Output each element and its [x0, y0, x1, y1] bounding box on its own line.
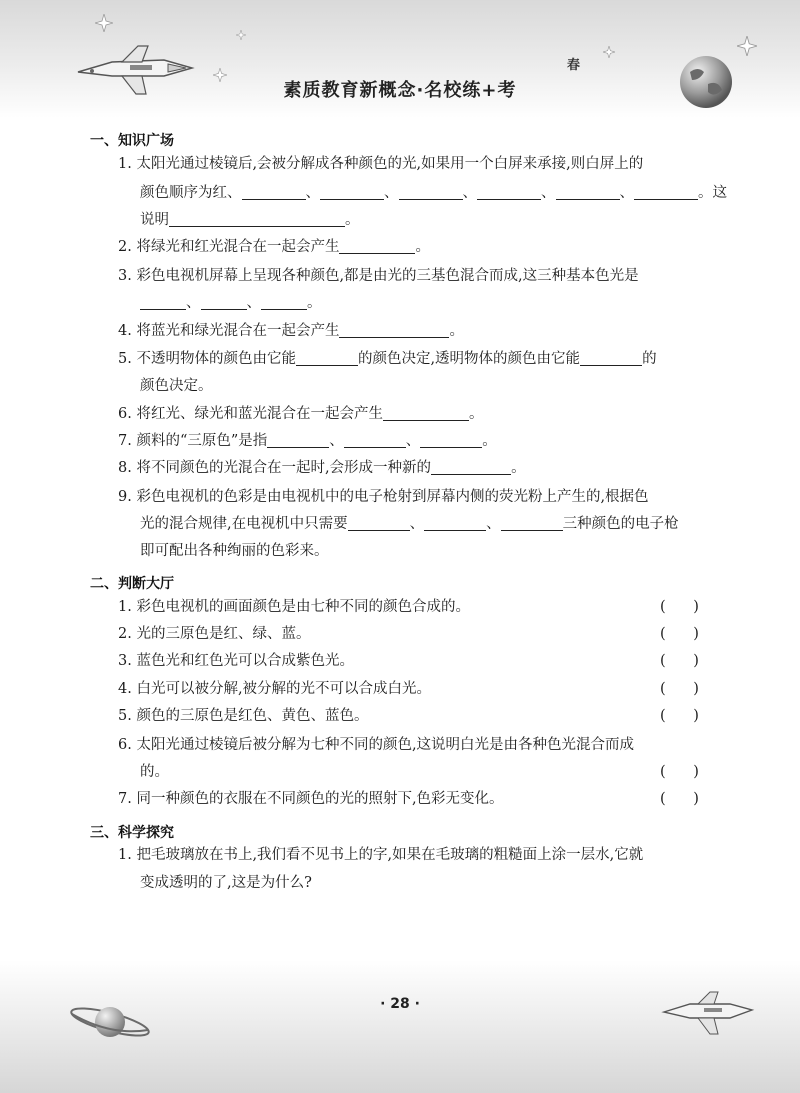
question-1-line-3: [140, 210, 360, 230]
text: 、: [246, 295, 261, 311]
text: 4. 将蓝光和绿光混合在一起会产生: [118, 323, 340, 339]
answer-parenthesis[interactable]: ( ): [660, 764, 699, 780]
text: 5. 不透明物体的颜色由它能: [118, 351, 296, 367]
text: 说明: [140, 212, 169, 228]
text: 光的混合规律,在电视机中只需要: [140, 516, 348, 532]
question-4: [118, 321, 464, 341]
answer-blank[interactable]: [477, 183, 541, 200]
page-number: · 28 ·: [380, 996, 420, 1012]
text: 。: [468, 406, 484, 422]
question-7: [118, 431, 497, 451]
question-3-line-2: [140, 293, 322, 313]
inquiry-1-line-1: 1. 把毛玻璃放在书上,我们看不见书上的字,如果在毛玻璃的粗糙面上涂一层水,它就: [118, 847, 644, 863]
text: 。这: [698, 185, 727, 201]
question-5-line-2: 颜色决定。: [140, 378, 213, 394]
question-9-line-1: 9. 彩色电视机的色彩是由电视机中的电子枪射到屏幕内侧的荧光粉上产生的,根据色: [118, 489, 649, 505]
answer-blank[interactable]: [424, 514, 486, 531]
question-2: [118, 237, 430, 257]
judgement-3: 3. 蓝色光和红色光可以合成紫色光。: [118, 653, 354, 669]
text: 、: [541, 185, 556, 201]
judgement-6-line-1: 6. 太阳光通过棱镜后被分解为七种不同的颜色,这说明白光是由各种色光混合而成: [118, 737, 635, 753]
judgement-1: 1. 彩色电视机的画面颜色是由七种不同的颜色合成的。: [118, 599, 470, 615]
question-1-line-2: [140, 183, 727, 203]
answer-parenthesis[interactable]: ( ): [660, 653, 699, 669]
text: 。: [482, 433, 497, 449]
text: 三种颜色的电子枪: [562, 516, 679, 532]
answer-blank[interactable]: [140, 293, 186, 310]
text: 的: [642, 351, 657, 367]
judgement-4: 4. 白光可以被分解,被分解的光不可以合成白光。: [118, 681, 432, 697]
answer-blank[interactable]: [344, 431, 406, 448]
question-9-line-2: [140, 514, 679, 534]
question-9-line-3: 即可配出各种绚丽的色彩来。: [140, 543, 329, 559]
answer-blank[interactable]: [556, 183, 620, 200]
answer-parenthesis[interactable]: ( ): [660, 791, 699, 807]
answer-blank[interactable]: [420, 431, 482, 448]
answer-blank[interactable]: [261, 293, 307, 310]
text: 。: [415, 239, 430, 255]
text: 、: [486, 516, 501, 532]
text: 、: [384, 185, 399, 201]
text: 8. 将不同颜色的光混合在一起时,会形成一种新的: [118, 460, 432, 476]
answer-blank[interactable]: [501, 514, 563, 531]
judgement-7: 7. 同一种颜色的衣服在不同颜色的光的照射下,色彩无变化。: [118, 791, 504, 807]
answer-blank[interactable]: [399, 183, 463, 200]
judgement-6-line-2: 的。: [140, 764, 169, 780]
answer-parenthesis[interactable]: ( ): [660, 626, 699, 642]
inquiry-1-line-2: 变成透明的了,这是为什么?: [140, 875, 312, 891]
page-title: 素质教育新概念·名校练+考: [283, 80, 517, 101]
question-3-line-1: 3. 彩色电视机屏幕上呈现各种颜色,都是由光的三基色混合而成,这三种基本色光是: [118, 268, 639, 284]
text: 。: [345, 212, 360, 228]
text: 、: [305, 185, 320, 201]
text: 、: [462, 185, 477, 201]
answer-parenthesis[interactable]: ( ): [660, 708, 699, 724]
question-6: [118, 404, 483, 424]
question-5-line-1: [118, 349, 657, 369]
answer-blank[interactable]: [201, 293, 247, 310]
answer-blank[interactable]: [383, 404, 469, 421]
answer-blank[interactable]: [580, 349, 642, 366]
text: 的颜色决定,透明物体的颜色由它能: [357, 351, 581, 367]
text: 颜色顺序为红、: [140, 185, 242, 201]
text: 、: [619, 185, 634, 201]
question-8: [118, 458, 526, 478]
answer-blank[interactable]: [339, 321, 449, 338]
answer-blank[interactable]: [634, 183, 698, 200]
text: 6. 将红光、绿光和蓝光混合在一起会产生: [118, 406, 383, 422]
answer-parenthesis[interactable]: ( ): [660, 681, 699, 697]
answer-blank[interactable]: [348, 514, 410, 531]
text: 。: [307, 295, 322, 311]
season-label: 春: [567, 58, 581, 73]
text: 。: [449, 323, 464, 339]
text: 2. 将绿光和红光混合在一起会产生: [118, 239, 340, 255]
judgement-2: 2. 光的三原色是红、绿、蓝。: [118, 626, 311, 642]
section-title-knowledge: 一、知识广场: [90, 133, 174, 149]
text: 、: [405, 433, 421, 449]
answer-blank[interactable]: [296, 349, 358, 366]
section-title-inquiry: 三、科学探究: [90, 825, 174, 841]
answer-blank[interactable]: [320, 183, 384, 200]
text: 、: [329, 433, 344, 449]
answer-blank[interactable]: [242, 183, 306, 200]
answer-blank[interactable]: [169, 210, 345, 227]
question-1-line-1: 1. 太阳光通过棱镜后,会被分解成各种颜色的光,如果用一个白屏来承接,则白屏上的: [118, 156, 644, 172]
text: 7. 颜料的“三原色”是指: [118, 433, 268, 449]
section-title-judgement: 二、判断大厅: [90, 576, 174, 592]
answer-blank[interactable]: [339, 237, 415, 254]
answer-parenthesis[interactable]: ( ): [660, 599, 699, 615]
answer-blank[interactable]: [431, 458, 511, 475]
text: 、: [186, 295, 201, 311]
answer-blank[interactable]: [267, 431, 329, 448]
judgement-5: 5. 颜色的三原色是红色、黄色、蓝色。: [118, 708, 369, 724]
text: 、: [409, 516, 425, 532]
text: 。: [511, 460, 526, 476]
